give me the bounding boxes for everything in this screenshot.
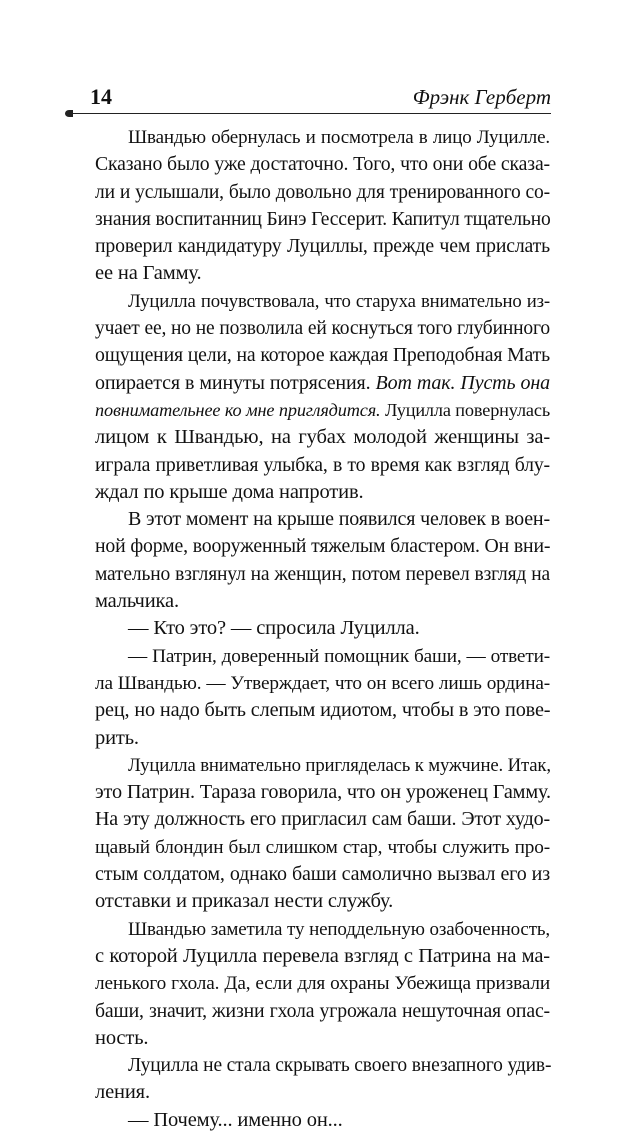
text-line [95,752,550,779]
text-line-plain: учает ее, но не позволила ей коснуться того глубинного [95,318,550,340]
text-line-plain: ность. [95,1026,149,1049]
text-line [95,970,550,997]
text-line [95,370,550,397]
text-line [95,806,550,833]
text-line-plain: ощущения цели, на которое каждая Преподобная Мать [95,344,550,367]
text-line [95,179,550,206]
text-line [95,670,550,697]
text-line-plain: щавый блондин был слишком стар, чтобы служить про- [95,836,550,858]
text-line [95,288,550,315]
text-line [95,1079,550,1106]
text-line-plain: это Патрин. Тараза говорила, что он уроженец Гамму. [95,781,551,804]
text-line [95,124,550,151]
text-line [95,342,550,369]
text-line-plain: играла приветливая улыбка, в то время как взгляд блу- [95,453,550,476]
text-line-plain: ли и услышали, было довольно для тренированного со- [95,181,550,203]
text-line [95,1052,550,1079]
text-line-plain: рить. [95,726,139,749]
text-line [95,615,550,642]
text-line-plain: рец, но надо быть слепым идиотом, чтобы в это пове- [95,699,551,722]
text-line-italic: Вот так. Пусть она [375,371,551,394]
text-line-tail: Луцилла повернулась [380,399,550,420]
text-line [95,888,550,915]
text-line-plain: опирается в минуты потрясения. [95,371,376,394]
running-title: Фрэнк Герберт [412,85,551,109]
text-line [95,1025,550,1052]
text-line-plain: мательно взглянул на женщин, потом перевел взгляд на [95,563,550,585]
text-line-plain: Луцилла не стала скрывать своего внезапного удив- [128,1055,552,1077]
text-line-plain: В этот момент на крыше появился человек в воен- [128,508,550,531]
text-line-plain: — Кто это? — спросила Луцилла. [128,617,420,640]
text-line [95,643,550,670]
text-line [95,588,550,615]
text-line-plain: мальчика. [95,590,179,613]
text-line-plain: лицом к Швандью, на губах молодой женщины за- [95,426,550,449]
text-line [95,834,550,861]
text-line-plain: — Почему... именно он... [128,1108,343,1131]
text-line [95,697,550,724]
text-line-plain: стым солдатом, однако баши самолично вызвал его из [95,863,550,886]
text-line-plain: — Патрин, доверенный помощник баши, — ответи- [128,645,550,667]
text-line [95,725,550,752]
text-line [95,424,550,451]
text-line-plain: знания воспитанниц Бинэ Гессерит. Капитул тщательно [95,208,551,230]
text-line-plain: Швандью заметила ту неподдельную озабоченность, [128,918,550,940]
text-line-plain: Сказано было уже достаточно. Того, что они обе сказа- [95,153,550,176]
text-line [95,479,550,506]
text-line-plain: ла Швандью. — Утверждает, что он всего лишь ордина- [95,672,550,694]
text-line-plain: На эту должность его пригласил сам баши. Этот худо- [95,808,550,831]
text-line-plain: ждал по крыше дома напротив. [95,480,364,503]
text-line-plain: проверил кандидатуру Луциллы, прежде чем прислать [95,235,550,258]
text-line-plain: ее на Гамму. [95,262,202,285]
text-line [95,397,550,424]
text-line [95,506,550,533]
text-line-plain: Луцилла почувствовала, что старуха внимательно из- [128,290,550,312]
header-rule-ornament [65,110,73,117]
text-line [95,943,550,970]
text-line-plain: с которой Луцилла перевела взгляд с Патрина на ма- [95,944,550,967]
text-line [95,1107,550,1134]
body-text [95,124,550,1134]
page-number: 14 [90,84,112,109]
text-line [95,779,550,806]
text-line [95,916,550,943]
text-line [95,998,550,1025]
header-rule [68,113,551,114]
text-line [95,452,550,479]
text-line [95,315,550,342]
text-line-plain: ленького гхола. Да, если для охраны Убежища призвали [95,973,550,995]
text-line [95,206,550,233]
text-line [95,561,550,588]
text-line [95,233,550,260]
text-line [95,861,550,888]
text-line-plain: отставки и приказал нести службу. [95,890,394,913]
text-line [95,151,550,178]
page-header [68,84,551,110]
text-line-plain: ной форме, вооруженный тяжелым бластером. Он вни- [95,535,551,558]
text-line [95,260,550,287]
text-line-italic: повнимательнее ко мне приглядится. [95,399,381,420]
text-line-plain: Швандью обернулась и посмотрела в лицо Луцилле. [128,127,550,148]
text-line-plain: ления. [95,1081,150,1104]
text-line-plain: баши, значит, жизни гхола угрожала нешуточная опас- [95,999,550,1022]
text-line [95,533,550,560]
text-line-plain: Луцилла внимательно пригляделась к мужчине. Итак, [128,754,551,776]
